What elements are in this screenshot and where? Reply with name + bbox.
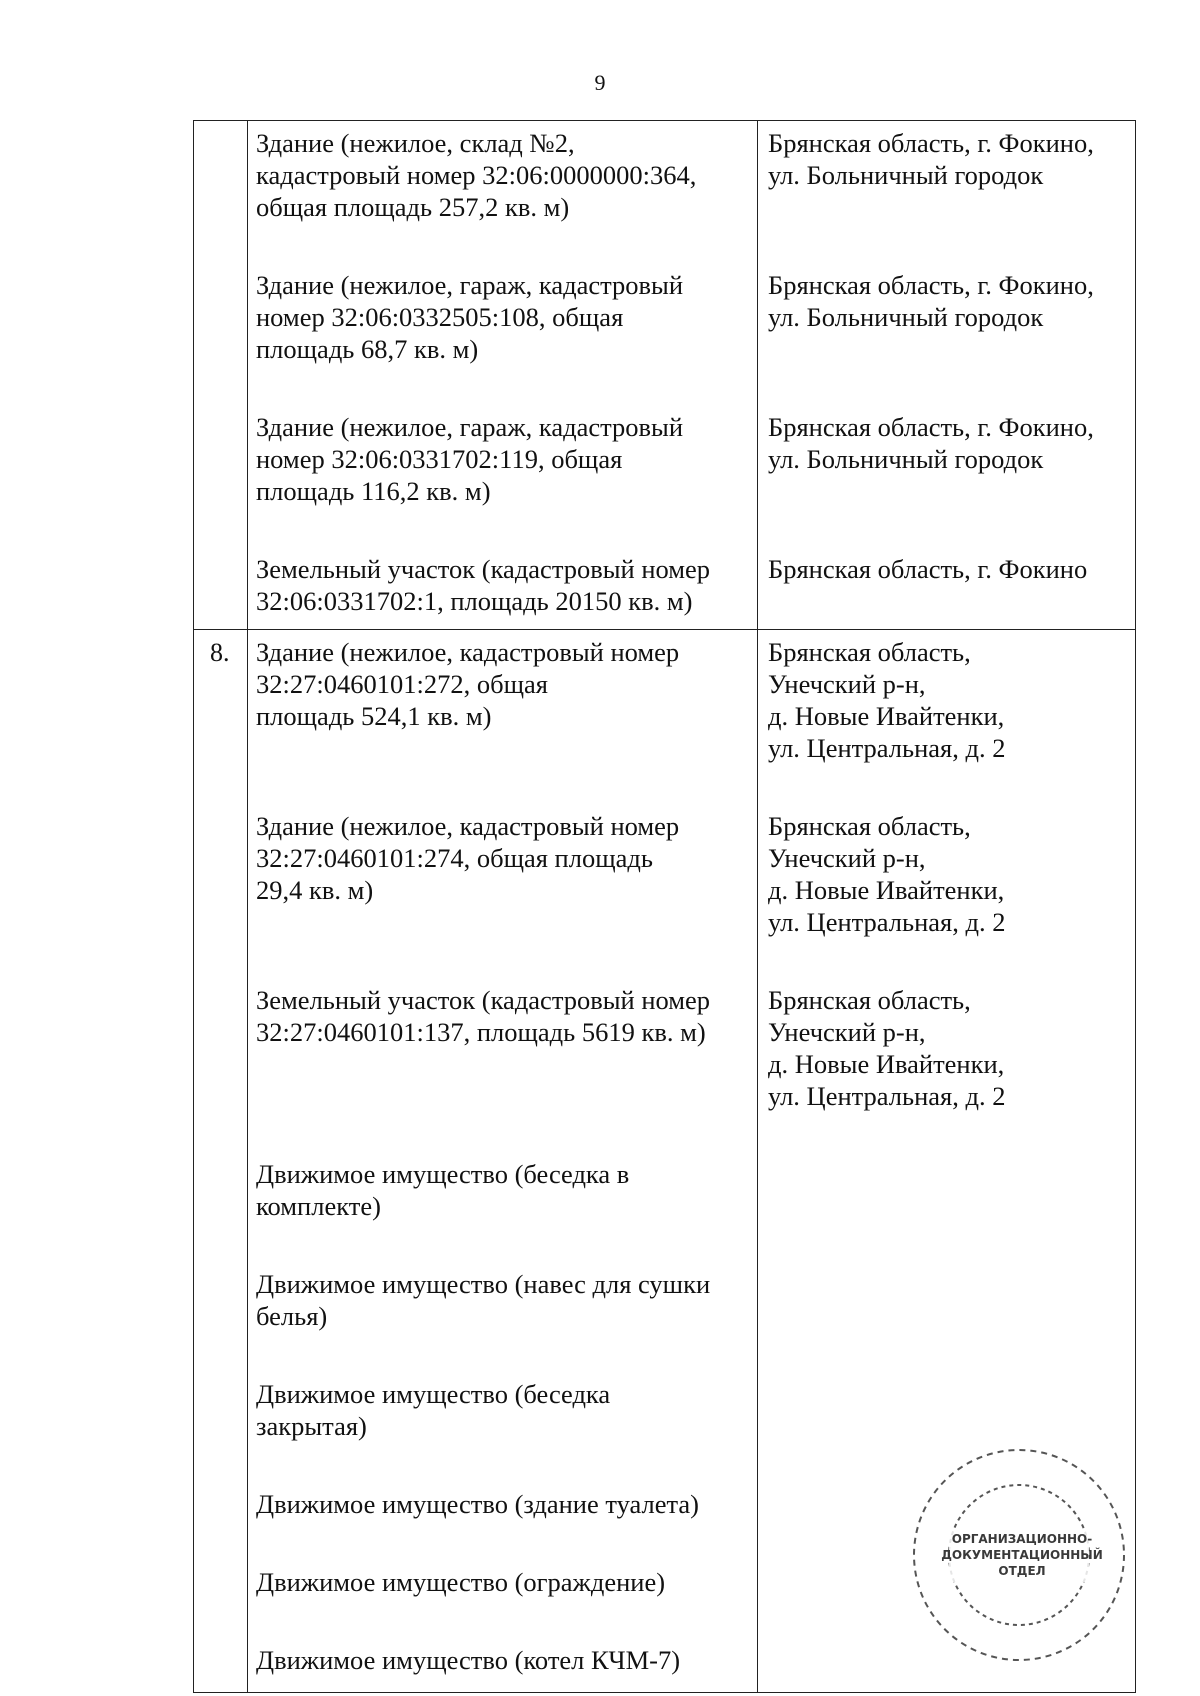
item-address — [758, 630, 1135, 770]
description-cell — [248, 630, 758, 1693]
item-address-line: ул. Больничный городок — [768, 302, 1044, 332]
item-address-line: ул. Центральная, д. 2 — [768, 907, 1006, 937]
item-address — [758, 405, 1135, 513]
item-address-line: Брянская область, — [768, 637, 971, 667]
stamp-line-2: ДОКУМЕНТАЦИОННЫЙ — [941, 1548, 1103, 1562]
item-description — [248, 1152, 757, 1228]
item-description-line: Движимое имущество (здание туалета) — [256, 1489, 699, 1519]
item-address-line: Брянская область, г. Фокино, — [768, 412, 1094, 442]
item-description-line: Здание (нежилое, гараж, кадастровый — [256, 270, 684, 300]
item-description — [248, 1560, 757, 1604]
item-description — [248, 547, 757, 623]
item-description-line: номер 32:06:0331702:119, общая — [256, 444, 623, 474]
stamp-seal — [904, 1440, 1134, 1670]
item-address-line: д. Новые Ивайтенки, — [768, 875, 1005, 905]
item-address-line: д. Новые Ивайтенки, — [768, 1049, 1005, 1079]
item-address-line: д. Новые Ивайтенки, — [768, 701, 1005, 731]
description-cell — [248, 121, 758, 630]
item-description-line: Здание (нежилое, кадастровый номер — [256, 637, 680, 667]
item-description — [248, 263, 757, 371]
item-description-line: площадь 524,1 кв. м) — [256, 701, 492, 731]
item-address — [758, 547, 1135, 623]
item-description-line: площадь 68,7 кв. м) — [256, 334, 479, 364]
item-description-line: общая площадь 257,2 кв. м) — [256, 192, 570, 222]
item-description-line: 32:06:0331702:1, площадь 20150 кв. м) — [256, 586, 693, 616]
item-description-line: Движимое имущество (беседка в — [256, 1159, 630, 1189]
item-description-line: белья) — [256, 1301, 328, 1331]
item-description-line: 32:27:0460101:137, площадь 5619 кв. м) — [256, 1017, 706, 1047]
row-number: 8. — [194, 630, 248, 1693]
item-description-line: Движимое имущество (котел КЧМ-7) — [256, 1645, 681, 1675]
item-description — [248, 1638, 757, 1682]
item-address — [758, 804, 1135, 944]
item-description-line: кадастровый номер 32:06:0000000:364, — [256, 160, 697, 190]
item-address-line: Брянская область, г. Фокино, — [768, 128, 1094, 158]
table-row — [194, 121, 1136, 630]
item-description-line: закрытая) — [256, 1411, 367, 1441]
item-address-line: ул. Центральная, д. 2 — [768, 1081, 1006, 1111]
item-description — [248, 978, 757, 1118]
item-description — [248, 804, 757, 944]
item-description — [248, 121, 757, 229]
item-description-line: Движимое имущество (ограждение) — [256, 1567, 666, 1597]
item-address-line: Брянская область, — [768, 985, 971, 1015]
row-number — [194, 121, 248, 630]
item-description-line: Здание (нежилое, гараж, кадастровый — [256, 412, 684, 442]
item-description-line: 29,4 кв. м) — [256, 875, 374, 905]
item-address-line: Унечский р-н, — [768, 669, 926, 699]
item-description-line: Движимое имущество (навес для сушки — [256, 1269, 711, 1299]
item-description — [248, 630, 757, 770]
stamp-line-3: ОТДЕЛ — [998, 1564, 1046, 1578]
item-address-line: Унечский р-н, — [768, 843, 926, 873]
item-description-line: комплекте) — [256, 1191, 381, 1221]
item-address-line: Брянская область, г. Фокино, — [768, 270, 1094, 300]
item-address-line: Брянская область, — [768, 811, 971, 841]
item-address — [758, 263, 1135, 371]
item-address-line: Брянская область, г. Фокино — [768, 554, 1088, 584]
item-description-line: площадь 116,2 кв. м) — [256, 476, 491, 506]
item-description-line: Здание (нежилое, кадастровый номер — [256, 811, 680, 841]
item-description-line: Движимое имущество (беседка — [256, 1379, 611, 1409]
item-description-line: номер 32:06:0332505:108, общая — [256, 302, 624, 332]
item-address-line: Унечский р-н, — [768, 1017, 926, 1047]
item-description-line: 32:27:0460101:272, общая — [256, 669, 548, 699]
item-address — [758, 1152, 1135, 1228]
item-address — [758, 121, 1135, 229]
item-description — [248, 405, 757, 513]
item-address — [758, 1372, 1135, 1448]
stamp-line-1: ОРГАНИЗАЦИОННО- — [951, 1532, 1093, 1546]
page-number: 9 — [594, 70, 606, 95]
item-description — [248, 1372, 757, 1448]
item-address-line: ул. Больничный городок — [768, 444, 1044, 474]
item-description-line: Земельный участок (кадастровый номер — [256, 554, 711, 584]
item-description-line: Земельный участок (кадастровый номер — [256, 985, 711, 1015]
address-cell — [758, 121, 1136, 630]
item-address — [758, 1262, 1135, 1338]
item-description-line: Здание (нежилое, склад №2, — [256, 128, 575, 158]
item-description-line: 32:27:0460101:274, общая площадь — [256, 843, 653, 873]
item-address-line: ул. Центральная, д. 2 — [768, 733, 1006, 763]
item-description — [248, 1482, 757, 1526]
item-address-line: ул. Больничный городок — [768, 160, 1044, 190]
item-address — [758, 978, 1135, 1118]
item-description — [248, 1262, 757, 1338]
